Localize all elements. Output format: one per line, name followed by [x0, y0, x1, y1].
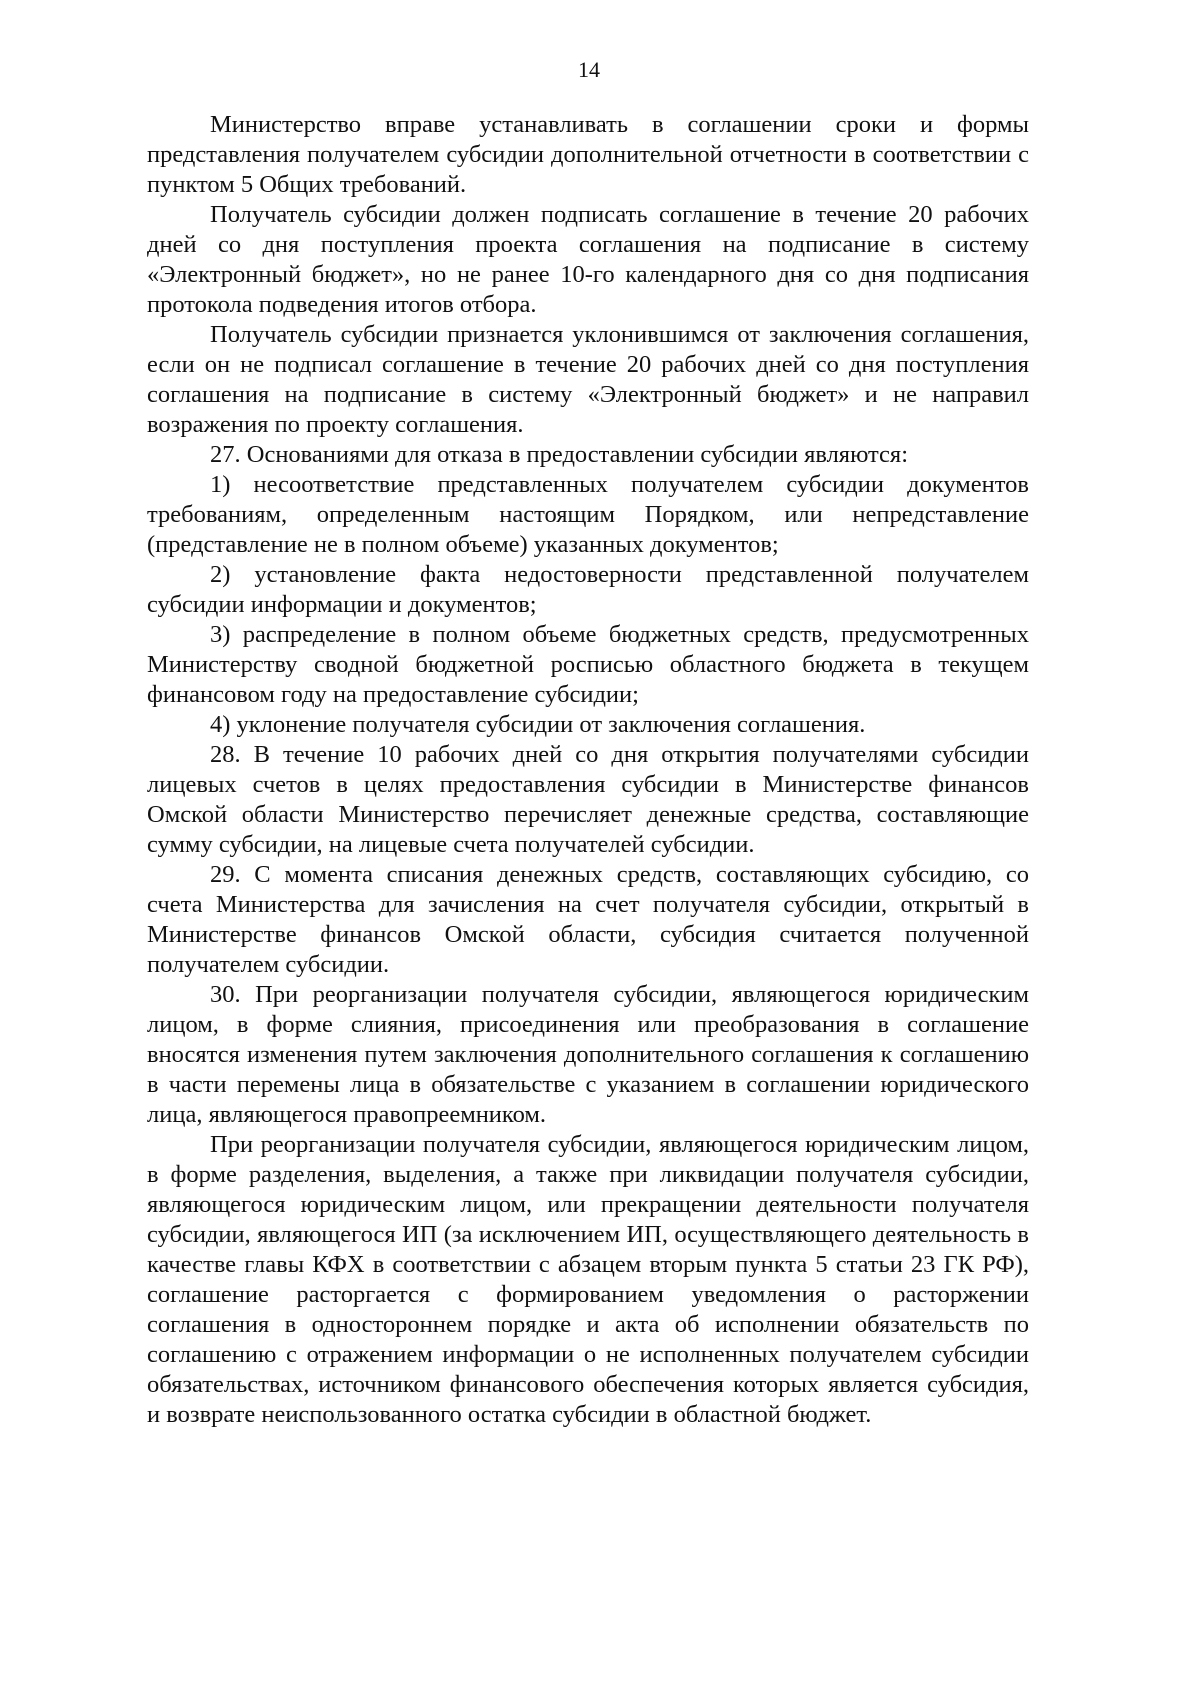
paragraph-27-item-4: 4) уклонение получателя субсидии от заключения соглашения.: [210, 711, 866, 738]
page-number: 14: [578, 57, 600, 82]
paragraph-29-receipt: 29. С момента списания денежных средств, составляющих субсидию, со счета Министерства для зачисления на счет получателя субсидии, открытый в Министерстве финансов Омской области, субсидия считается полученной получателем субсидии.: [147, 861, 1029, 978]
paragraph-evasion: Получатель субсидии признается уклонившимся от заключения соглашения, если он не подписал соглашение в течение 20 рабочих дней со дня поступления соглашения на подписание в систему «Электронный бюджет» и не направил возражения по проекту соглашения.: [147, 321, 1029, 438]
paragraph-signing-deadline: Получатель субсидии должен подписать соглашение в течение 20 рабочих дней со дня поступления проекта соглашения на подписание в систему «Электронный бюджет», но не ранее 10-го календарного дня со дня подписания протокола подведения итогов отбора.: [147, 201, 1029, 318]
paragraph-27-item-3: 3) распределение в полном объеме бюджетных средств, предусмотренных Министерству сводной бюджетной росписью областного бюджета в текущем финансовом году на предоставление субсидии;: [147, 621, 1029, 708]
paragraph-30-reorganization: 30. При реорганизации получателя субсидии, являющегося юридическим лицом, в форме слияния, присоединения или преобразования в соглашение вносятся изменения путем заключения дополнительного соглашения к соглашению в части перемены лица в обязательстве с указанием в соглашении юридического лица, являющегося правопреемником.: [147, 981, 1029, 1128]
paragraph-reporting-terms: Министерство вправе устанавливать в соглашении сроки и формы представления получателем субсидии дополнительной отчетности в соответствии с пунктом 5 Общих требований.: [147, 111, 1029, 198]
paragraph-28-transfer: 28. В течение 10 рабочих дней со дня открытия получателями субсидии лицевых счетов в целях предоставления субсидии в Министерстве финансов Омской области Министерство перечисляет денежные средства, составляющие сумму субсидии, на лицевые счета получателей субсидии.: [147, 741, 1029, 858]
document-body: [147, 110, 1029, 1430]
paragraph-27-refusal-grounds: 27. Основаниями для отказа в предоставлении субсидии являются:: [210, 441, 909, 468]
paragraph-27-item-1: 1) несоответствие представленных получателем субсидии документов требованиям, определенным настоящим Порядком, или непредставление (представление не в полном объеме) указанных документов;: [147, 471, 1029, 558]
paragraph-27-item-2: 2) установление факта недостоверности представленной получателем субсидии информации и документов;: [147, 561, 1029, 618]
paragraph-30-termination: При реорганизации получателя субсидии, являющегося юридическим лицом, в форме разделения, выделения, а также при ликвидации получателя субсидии, являющегося юридическим лицом, или прекращении деятельности получателя субсидии, являющегося ИП (за исключением ИП, осуществляющего деятельность в качестве главы КФХ в соответствии с абзацем вторым пункта 5 статьи 23 ГК РФ), соглашение расторгается с формированием уведомления о расторжении соглашения в одностороннем порядке и акта об исполнении обязательств по соглашению с отражением информации о не исполненных получателем субсидии обязательствах, источником финансового обеспечения которых является субсидия, и возврате неиспользованного остатка субсидии в областной бюджет.: [147, 1131, 1029, 1428]
